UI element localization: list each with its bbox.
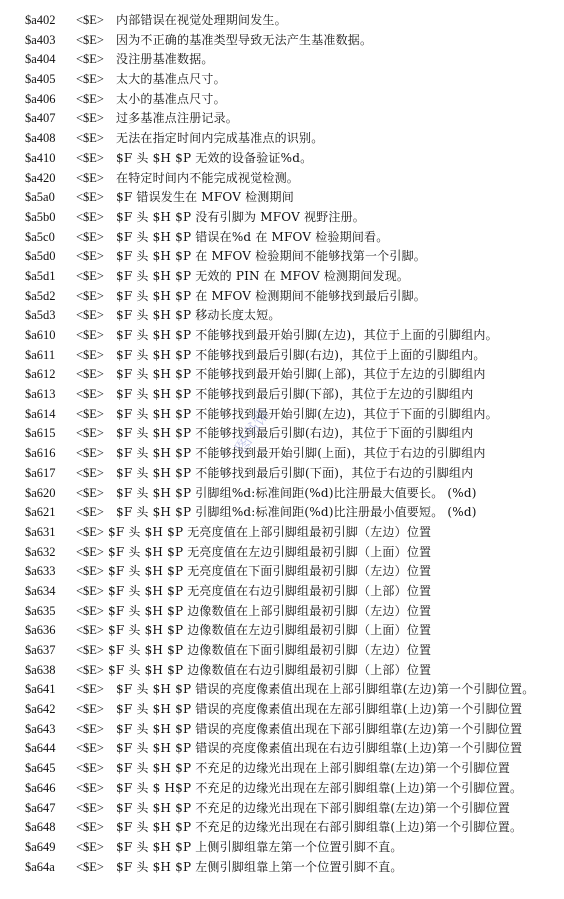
error-code: $a633 bbox=[25, 564, 56, 579]
list-item bbox=[0, 582, 564, 602]
list-item bbox=[0, 641, 564, 661]
error-code: $a620 bbox=[25, 485, 56, 500]
severity-tag: <$E> bbox=[76, 32, 104, 47]
error-code: $a5b0 bbox=[25, 209, 56, 224]
error-message: $F 头 $ H$P 不充足的边缘光出现在左部引脚组靠(上边)第一个引脚位置。 bbox=[116, 780, 523, 795]
error-code: $a5c0 bbox=[25, 229, 55, 244]
severity-tag: <$E> bbox=[76, 662, 104, 677]
error-message: 太小的基准点尺寸。 bbox=[116, 91, 226, 106]
severity-tag: <$E> bbox=[76, 544, 104, 559]
list-item bbox=[0, 129, 564, 149]
list-item bbox=[0, 228, 564, 248]
error-code: $a610 bbox=[25, 328, 56, 342]
severity-tag: <$E> bbox=[76, 308, 104, 323]
error-code: $a64a bbox=[25, 859, 55, 874]
list-item bbox=[0, 759, 564, 779]
list-item bbox=[0, 109, 564, 129]
error-message: 内部错误在视觉处理期间发生。 bbox=[116, 13, 287, 27]
error-message: $F 头 $H $P 无亮度值在上部引脚组最初引脚（左边）位置 bbox=[108, 524, 432, 539]
severity-tag: <$E> bbox=[76, 839, 104, 854]
error-code: $a410 bbox=[25, 150, 56, 165]
error-message: $F 头 $H $P 在 MFOV 检验期间不能够找第一个引脚。 bbox=[116, 249, 426, 264]
error-code: $a615 bbox=[25, 426, 56, 441]
severity-tag: <$E> bbox=[76, 564, 104, 579]
error-code: $a5d1 bbox=[25, 268, 56, 283]
severity-tag: <$E> bbox=[76, 702, 104, 717]
severity-tag: <$E> bbox=[76, 623, 104, 638]
severity-tag: <$E> bbox=[76, 761, 104, 776]
list-item bbox=[0, 208, 564, 228]
error-message: $F 头 $H $P 不能够找到最开始引脚(左边)，其位于下面的引脚组内。 bbox=[116, 406, 498, 421]
error-code: $a631 bbox=[25, 524, 56, 539]
error-code: $a405 bbox=[25, 72, 56, 87]
error-code: $a613 bbox=[25, 387, 56, 402]
severity-tag: <$E> bbox=[76, 111, 104, 126]
severity-tag: <$E> bbox=[76, 209, 104, 224]
severity-tag: <$E> bbox=[76, 170, 104, 185]
severity-tag: <$E> bbox=[76, 268, 104, 283]
list-item bbox=[0, 562, 564, 582]
error-message: 过多基准点注册记录。 bbox=[116, 111, 239, 126]
error-code: $a5d0 bbox=[25, 249, 56, 264]
severity-tag: <$E> bbox=[76, 780, 104, 795]
error-code: $a644 bbox=[25, 741, 56, 756]
severity-tag: <$E> bbox=[76, 820, 104, 835]
error-message: $F 头 $H $P 无效的 PIN 在 MFOV 检测期间发现。 bbox=[116, 268, 410, 283]
list-item bbox=[0, 838, 564, 858]
severity-tag: <$E> bbox=[76, 190, 104, 205]
severity-tag: <$E> bbox=[76, 643, 104, 657]
error-message: $F 头 $H $P 边像数值在下面引脚组最初引脚（左边）位置 bbox=[108, 643, 432, 657]
error-code: $a634 bbox=[25, 583, 56, 598]
error-message: $F 头 $H $P 错误在%d 在 MFOV 检验期间看。 bbox=[116, 229, 389, 244]
list-item bbox=[0, 169, 564, 189]
error-message: $F 头 $H $P 不能够找到最开始引脚(上面)，其位于右边的引脚组内 bbox=[116, 446, 486, 461]
error-code: $a612 bbox=[25, 367, 56, 382]
severity-tag: <$E> bbox=[76, 347, 104, 362]
list-item bbox=[0, 424, 564, 444]
error-code: $a403 bbox=[25, 32, 56, 47]
severity-tag: <$E> bbox=[76, 150, 104, 165]
error-code: $a402 bbox=[25, 13, 56, 27]
severity-tag: <$E> bbox=[76, 741, 104, 756]
list-item bbox=[0, 385, 564, 405]
list-item bbox=[0, 70, 564, 90]
error-message: $F 头 $H $P 移动长度太短。 bbox=[116, 308, 281, 323]
error-message: $F 错误发生在 MFOV 检测期间 bbox=[116, 190, 294, 205]
severity-tag: <$E> bbox=[76, 13, 104, 27]
error-message: 没注册基准数据。 bbox=[116, 52, 214, 67]
list-item bbox=[0, 326, 564, 346]
error-code: $a638 bbox=[25, 662, 56, 677]
error-message: 因为不正确的基准类型导致无法产生基准数据。 bbox=[116, 32, 373, 47]
severity-tag: <$E> bbox=[76, 524, 104, 539]
severity-tag: <$E> bbox=[76, 859, 104, 874]
error-message: 无法在指定时间内完成基准点的识别。 bbox=[116, 131, 324, 146]
error-code: $a407 bbox=[25, 111, 56, 126]
error-code: $a621 bbox=[25, 505, 56, 520]
severity-tag: <$E> bbox=[76, 721, 104, 736]
error-message: $F 头 $H $P 不能够找到最后引脚(右边)，其位于下面的引脚组内 bbox=[116, 426, 474, 441]
error-message: $F 头 $H $P 边像数值在上部引脚组最初引脚（左边）位置 bbox=[108, 603, 432, 618]
error-message: $F 头 $H $P 不能够找到最后引脚(下面)，其位于右边的引脚组内 bbox=[116, 465, 474, 480]
list-item bbox=[0, 523, 564, 543]
watermark: 图书馆 bbox=[231, 405, 273, 457]
error-code: $a641 bbox=[25, 682, 56, 697]
error-message: $F 头 $H $P 左侧引脚组靠上第一个位置引脚不直。 bbox=[116, 859, 403, 874]
list-item bbox=[0, 484, 564, 504]
error-code: $a5a0 bbox=[25, 190, 55, 205]
error-code: $a642 bbox=[25, 702, 56, 717]
list-item bbox=[0, 188, 564, 208]
error-code-list bbox=[0, 11, 564, 877]
error-code: $a5d2 bbox=[25, 288, 56, 303]
error-code: $a404 bbox=[25, 52, 56, 67]
list-item bbox=[0, 799, 564, 819]
error-message: $F 头 $H $P 没有引脚为 MFOV 视野注册。 bbox=[116, 209, 365, 224]
severity-tag: <$E> bbox=[76, 52, 104, 67]
list-item bbox=[0, 90, 564, 110]
error-message: 在特定时间内不能完成视觉检测。 bbox=[116, 170, 300, 185]
error-code: $a647 bbox=[25, 800, 56, 815]
error-code: $a614 bbox=[25, 406, 56, 421]
error-message: $F 头 $H $P 边像数值在左边引脚组最初引脚（上面）位置 bbox=[108, 623, 432, 638]
list-item bbox=[0, 858, 564, 878]
list-item bbox=[0, 267, 564, 287]
severity-tag: <$E> bbox=[76, 426, 104, 441]
error-code: $a636 bbox=[25, 623, 56, 638]
error-message: $F 头 $H $P 不能够找到最后引脚(右边)，其位于上面的引脚组内。 bbox=[116, 347, 486, 362]
severity-tag: <$E> bbox=[76, 367, 104, 382]
list-item bbox=[0, 503, 564, 523]
list-item bbox=[0, 405, 564, 425]
error-code: $a406 bbox=[25, 91, 56, 106]
error-message: $F 头 $H $P 错误的亮度像素值出现在下部引脚组靠(左边)第一个引脚位置 bbox=[116, 721, 523, 736]
error-code: $a646 bbox=[25, 780, 56, 795]
severity-tag: <$E> bbox=[76, 229, 104, 244]
list-item bbox=[0, 720, 564, 740]
error-code: $a5d3 bbox=[25, 308, 56, 323]
error-message: $F 头 $H $P 不充足的边缘光出现在下部引脚组靠(左边)第一个引脚位置 bbox=[116, 800, 510, 815]
list-item bbox=[0, 11, 564, 31]
list-item bbox=[0, 365, 564, 385]
error-code: $a420 bbox=[25, 170, 56, 185]
error-code: $a632 bbox=[25, 544, 56, 559]
error-message: $F 头 $H $P 上侧引脚组靠左第一个位置引脚不直。 bbox=[116, 839, 403, 854]
list-item bbox=[0, 700, 564, 720]
list-item bbox=[0, 621, 564, 641]
error-message: $F 头 $H $P 引脚组%d:标准间距(%d)比注册最小值要短。 (%d) bbox=[116, 505, 477, 520]
error-code: $a643 bbox=[25, 721, 56, 736]
error-code: $a408 bbox=[25, 131, 56, 146]
severity-tag: <$E> bbox=[76, 249, 104, 264]
severity-tag: <$E> bbox=[76, 406, 104, 421]
list-item bbox=[0, 680, 564, 700]
error-code: $a635 bbox=[25, 603, 56, 618]
error-message: $F 头 $H $P 无亮度值在右边引脚组最初引脚（上部）位置 bbox=[108, 583, 432, 598]
severity-tag: <$E> bbox=[76, 72, 104, 87]
list-item bbox=[0, 444, 564, 464]
severity-tag: <$E> bbox=[76, 465, 104, 480]
error-message: $F 头 $H $P 错误的亮度像素值出现在上部引脚组靠(左边)第一个引脚位置。 bbox=[116, 682, 535, 697]
list-item bbox=[0, 602, 564, 622]
error-message: $F 头 $H $P 不充足的边缘光出现在上部引脚组靠(左边)第一个引脚位置 bbox=[116, 761, 510, 776]
severity-tag: <$E> bbox=[76, 682, 104, 697]
error-message: 太大的基准点尺寸。 bbox=[116, 72, 226, 87]
severity-tag: <$E> bbox=[76, 91, 104, 106]
error-code: $a645 bbox=[25, 761, 56, 776]
list-item bbox=[0, 818, 564, 838]
list-item bbox=[0, 779, 564, 799]
list-item bbox=[0, 739, 564, 759]
error-message: $F 头 $H $P 错误的亮度像素值出现在左部引脚组靠(上边)第一个引脚位置 bbox=[116, 702, 523, 717]
list-item bbox=[0, 464, 564, 484]
error-code: $a617 bbox=[25, 465, 56, 480]
error-message: $F 头 $H $P 不充足的边缘光出现在右部引脚组靠(上边)第一个引脚位置。 bbox=[116, 820, 523, 835]
severity-tag: <$E> bbox=[76, 485, 104, 500]
severity-tag: <$E> bbox=[76, 603, 104, 618]
error-message: $F 头 $H $P 在 MFOV 检测期间不能够找到最后引脚。 bbox=[116, 288, 426, 303]
severity-tag: <$E> bbox=[76, 446, 104, 461]
error-message: $F 头 $H $P 无效的设备验证%d。 bbox=[116, 150, 313, 165]
severity-tag: <$E> bbox=[76, 131, 104, 146]
severity-tag: <$E> bbox=[76, 505, 104, 520]
list-item bbox=[0, 31, 564, 51]
severity-tag: <$E> bbox=[76, 328, 104, 342]
list-item bbox=[0, 306, 564, 326]
error-code: $a649 bbox=[25, 839, 56, 854]
list-item bbox=[0, 247, 564, 267]
list-item bbox=[0, 50, 564, 70]
error-code: $a611 bbox=[25, 347, 56, 362]
list-item bbox=[0, 543, 564, 563]
error-message: $F 头 $H $P 无亮度值在下面引脚组最初引脚（左边）位置 bbox=[108, 564, 432, 579]
severity-tag: <$E> bbox=[76, 288, 104, 303]
severity-tag: <$E> bbox=[76, 800, 104, 815]
error-code: $a637 bbox=[25, 643, 56, 657]
severity-tag: <$E> bbox=[76, 387, 104, 402]
error-message: $F 头 $H $P 引脚组%d:标准间距(%d)比注册最大值要长。 (%d) bbox=[116, 485, 477, 500]
error-message: $F 头 $H $P 不能够找到最开始引脚(上部)，其位于左边的引脚组内 bbox=[116, 367, 486, 382]
error-message: $F 头 $H $P 错误的亮度像素值出现在右边引脚组靠(上边)第一个引脚位置 bbox=[116, 741, 523, 756]
list-item bbox=[0, 346, 564, 366]
error-message: $F 头 $H $P 边像数值在右边引脚组最初引脚（上部）位置 bbox=[108, 662, 432, 677]
error-message: $F 头 $H $P 无亮度值在左边引脚组最初引脚（上面）位置 bbox=[108, 544, 432, 559]
error-code: $a648 bbox=[25, 820, 56, 835]
list-item bbox=[0, 287, 564, 307]
error-code: $a616 bbox=[25, 446, 56, 461]
severity-tag: <$E> bbox=[76, 583, 104, 598]
error-message: $F 头 $H $P 不能够找到最开始引脚(左边)，其位于上面的引脚组内。 bbox=[116, 328, 498, 342]
list-item bbox=[0, 661, 564, 681]
list-item bbox=[0, 149, 564, 169]
error-message: $F 头 $H $P 不能够找到最后引脚(下部)，其位于左边的引脚组内 bbox=[116, 387, 474, 402]
